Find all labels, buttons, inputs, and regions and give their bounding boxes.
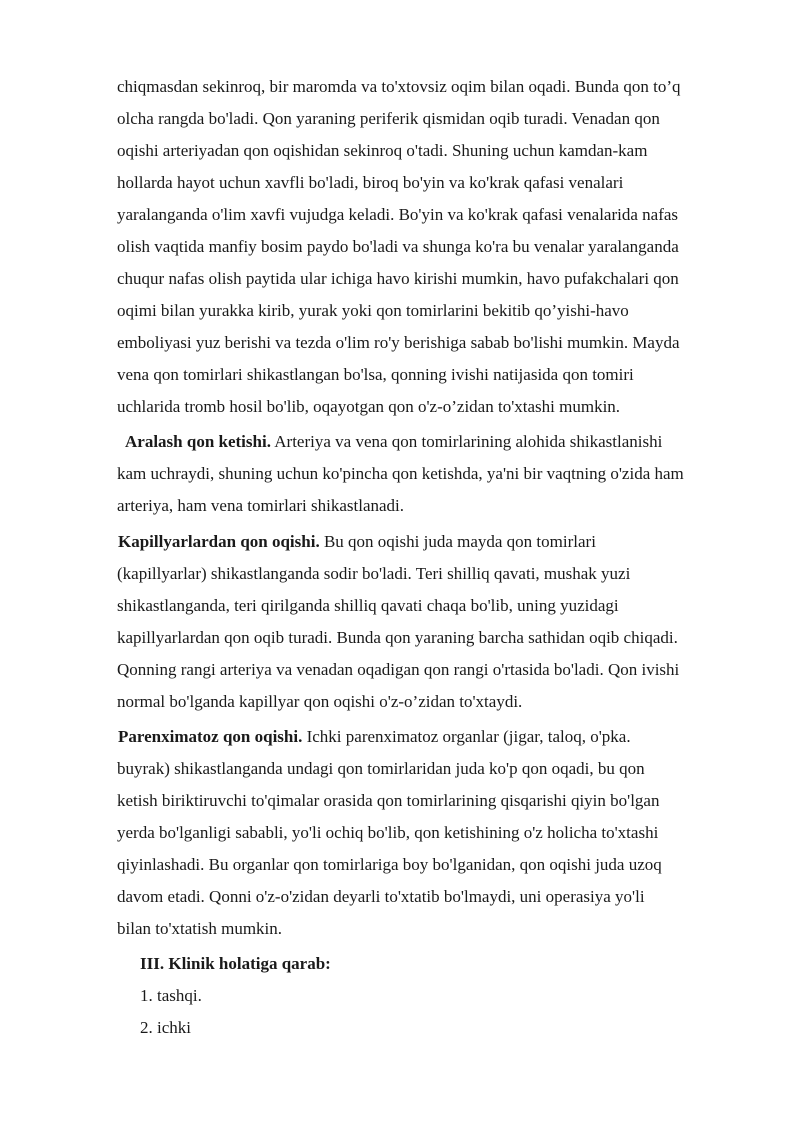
paragraph-line: buyrak) shikastlanganda undagi qon tomirlaridan juda ko'p qon oqadi, bu qon xyxy=(117,759,645,778)
aralash-first-line xyxy=(125,432,662,452)
aralash-title: Aralash qon ketishi. xyxy=(125,432,271,451)
paragraph-line: hollarda hayot uchun xavfli bo'ladi, biroq bo'yin va ko'krak qafasi venalari xyxy=(117,173,624,192)
paragraph-line: emboliyasi yuz berishi va tezda o'lim ro'y berishiga sabab bo'lishi mumkin. Mayda xyxy=(117,333,680,352)
paragraph-line: arteriya, ham vena tomirlari shikastlanadi. xyxy=(117,496,405,515)
paragraph-line: davom etadi. Qonni o'z-o'zidan deyarli to'xtatib bo'lmaydi, uni operasiya yo'li xyxy=(117,887,645,906)
paragraph-line: ketish biriktiruvchi to'qimalar orasida qon tomirlarining qisqarishi qiyin bo'lgan xyxy=(117,791,660,810)
paragraph-line: vena qon tomirlari shikastlangan bo'lsa, qonning ivishi natijasida qon tomiri xyxy=(117,365,634,384)
kapillyar-title: Kapillyarlardan qon oqishi. xyxy=(118,532,320,551)
paragraph-line: olcha rangda bo'ladi. Qon yaraning periferik qismidan oqib turadi. Venadan qon xyxy=(117,109,660,128)
paragraph-line: bilan to'xtatish mumkin. xyxy=(117,919,283,938)
paragraph-line: yerda bo'lganligi sababli, yo'li ochiq bo'lib, qon ketishining o'z holicha to'xtashi xyxy=(117,823,659,842)
list-item: 2. ichki xyxy=(140,1018,191,1037)
parenximatoz-first-line xyxy=(118,727,631,747)
paragraph-line: shikastlanganda, teri qirilganda shilliq qavati chaqa bo'lib, uning yuzidagi xyxy=(117,596,619,615)
paragraph-line: (kapillyarlar) shikastlanganda sodir bo'ladi. Teri shilliq qavati, mushak yuzi xyxy=(117,564,631,583)
paragraph-line: olish vaqtida manfiy bosim paydo bo'ladi va shunga ko'ra bu venalar yaralanganda xyxy=(117,237,679,256)
paragraph-line: Qonning rangi arteriya va venadan oqadigan qon rangi o'rtasida bo'ladi. Qon ivishi xyxy=(117,660,680,679)
paragraph-line: chuqur nafas olish paytida ular ichiga havo kirishi mumkin, havo pufakchalari qon xyxy=(117,269,679,288)
list-item: 1. tashqi. xyxy=(140,986,202,1005)
section-heading: III. Klinik holatiga qarab: xyxy=(140,954,331,973)
paragraph-line: kam uchraydi, shuning uchun ko'pincha qon ketishda, ya'ni bir vaqtning o'zida ham xyxy=(117,464,684,483)
parenximatoz-title: Parenximatoz qon oqishi. xyxy=(118,727,303,746)
paragraph-line: kapillyarlardan qon oqib turadi. Bunda qon yaraning barcha sathidan oqib chiqadi. xyxy=(117,628,678,647)
kapillyar-text: Bu qon oqishi juda mayda qon tomirlari xyxy=(319,532,596,551)
paragraph-line: yaralanganda o'lim xavfi vujudga keladi. Bo'yin va ko'krak qafasi venalarida nafas xyxy=(117,205,679,224)
paragraph-line: qiyinlashadi. Bu organlar qon tomirlariga boy bo'lganidan, qon oqishi juda uzoq xyxy=(117,855,662,874)
paragraph-line: oqimi bilan yurakka kirib, yurak yoki qon tomirlarini bekitib qo’yishi-havo xyxy=(117,301,629,320)
aralash-text: Arteriya va vena qon tomirlarining alohida shikastlanishi xyxy=(270,432,663,451)
paragraph-line: uchlarida tromb hosil bo'lib, oqayotgan qon o'z-o’zidan to'xtashi mumkin. xyxy=(117,397,621,416)
parenximatoz-text: Ichki parenximatoz organlar (jigar, taloq, o'pka. xyxy=(302,727,631,746)
kapillyar-first-line xyxy=(118,532,596,552)
paragraph-line: oqishi arteriyadan qon oqishidan sekinroq o'tadi. Shuning uchun kamdan-kam xyxy=(117,141,648,160)
paragraph-line: normal bo'lganda kapillyar qon oqishi o'z-o’zidan to'xtaydi. xyxy=(117,692,523,711)
paragraph-line: chiqmasdan sekinroq, bir maromda va to'xtovsiz oqim bilan oqadi. Bunda qon to’q xyxy=(117,77,681,96)
